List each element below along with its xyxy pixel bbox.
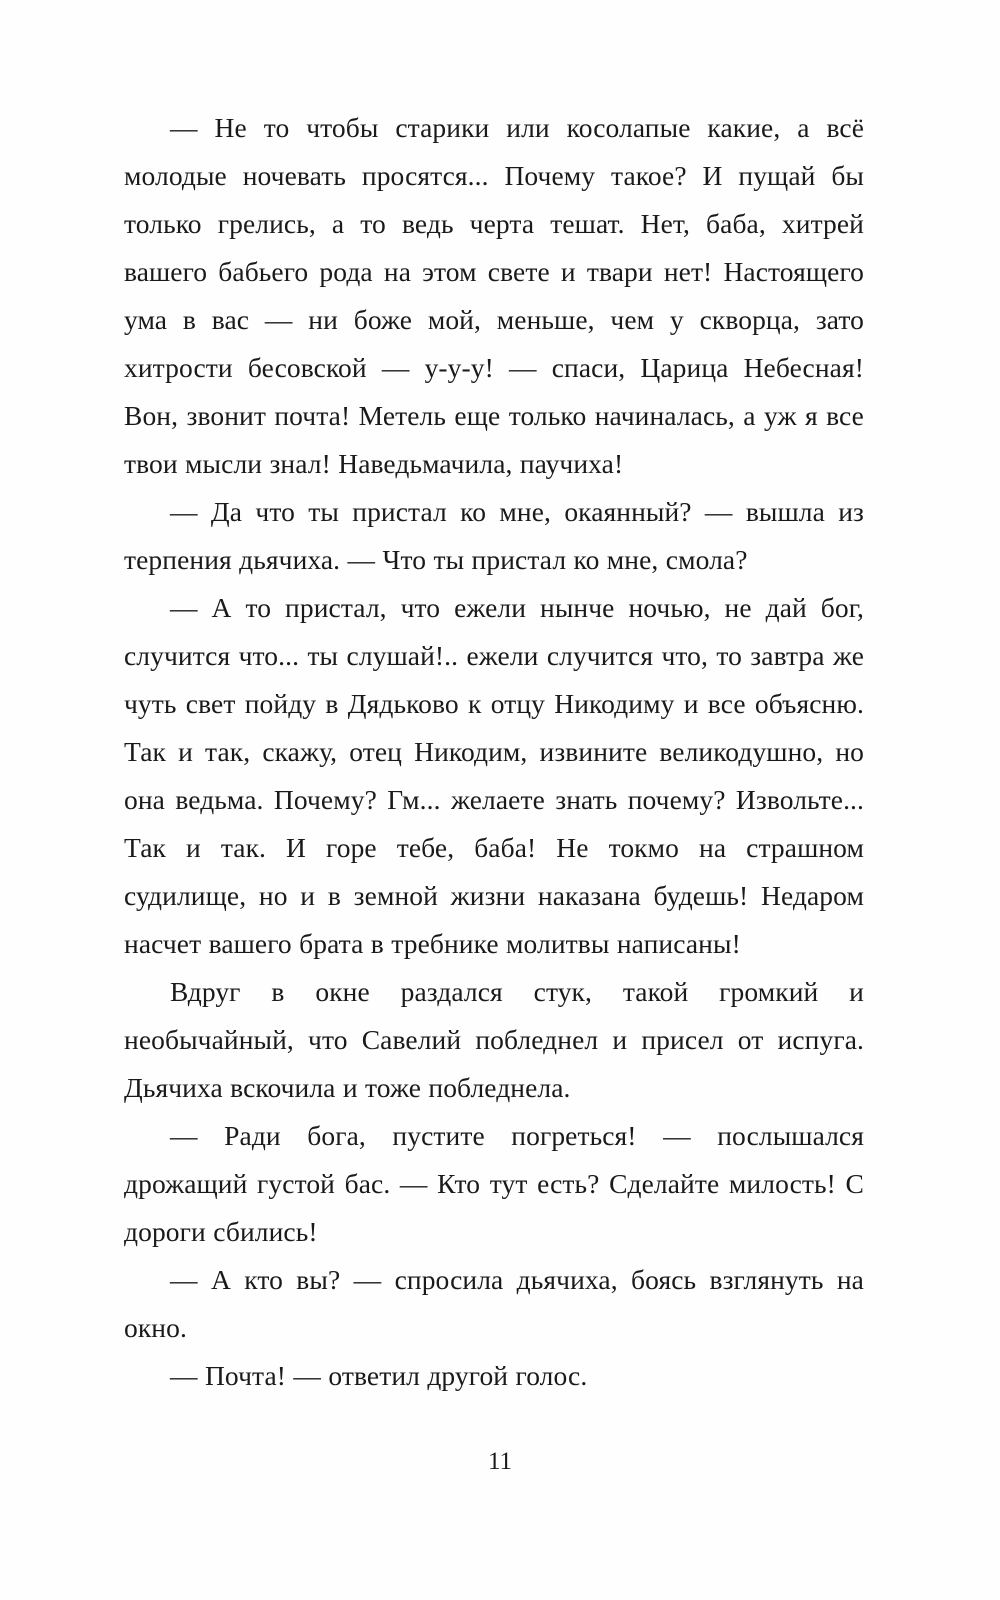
paragraph: — Не то чтобы старики или косолапые какие, а всё молодые ночевать просятся... Почему такое? И пущай бы только грелись, а то ведь черта тешат. Нет, баба, хитрей вашего бабьего рода на этом свете и твари нет! Настоящего ума в вас — ни боже мой, меньше, чем у скворца, зато хитрости бесовской — у-у-у! — спаси, Царица Небесная! Вон, звонит почта! Метель еще только начиналась, а уж я все твои мысли знал! Наведьмачила, паучиха! — [124, 112, 864, 479]
paragraph: — Ради бога, пустите погреться! — послышался дрожащий густой бас. — Кто тут есть? Сделайте милость! С дороги сбились! — [124, 1120, 864, 1247]
paragraph: — Почта! — ответил другой голос. — [170, 1360, 588, 1391]
page-number: 11 — [487, 1448, 513, 1475]
body-text — [124, 104, 864, 1400]
paragraph: — Да что ты пристал ко мне, окаянный? — вышла из терпения дьячиха. — Что ты пристал ко мне, смола? — [124, 496, 864, 575]
paragraph: — А кто вы? — спросила дьячиха, боясь взглянуть на окно. — [124, 1264, 864, 1343]
paragraph: Вдруг в окне раздался стук, такой громкий и необычайный, что Савелий побледнел и присел от испуга. Дьячиха вскочила и тоже побледнела. — [124, 976, 864, 1103]
paragraph: — А то пристал, что ежели нынче ночью, не дай бог, случится что... ты слушай!.. ежели случится что, то завтра же чуть свет пойду в Дядьково к отцу Никодиму и все объясню. Так и так, скажу, отец Никодим, извините великодушно, но она ведьма. Почему? Гм... желаете знать почему? Извольте... Так и так. И горе тебе, баба! Не токмо на страшном судилище, но и в земной жизни наказана будешь! Недаром насчет вашего брата в требнике молитвы написаны! — [124, 592, 864, 959]
